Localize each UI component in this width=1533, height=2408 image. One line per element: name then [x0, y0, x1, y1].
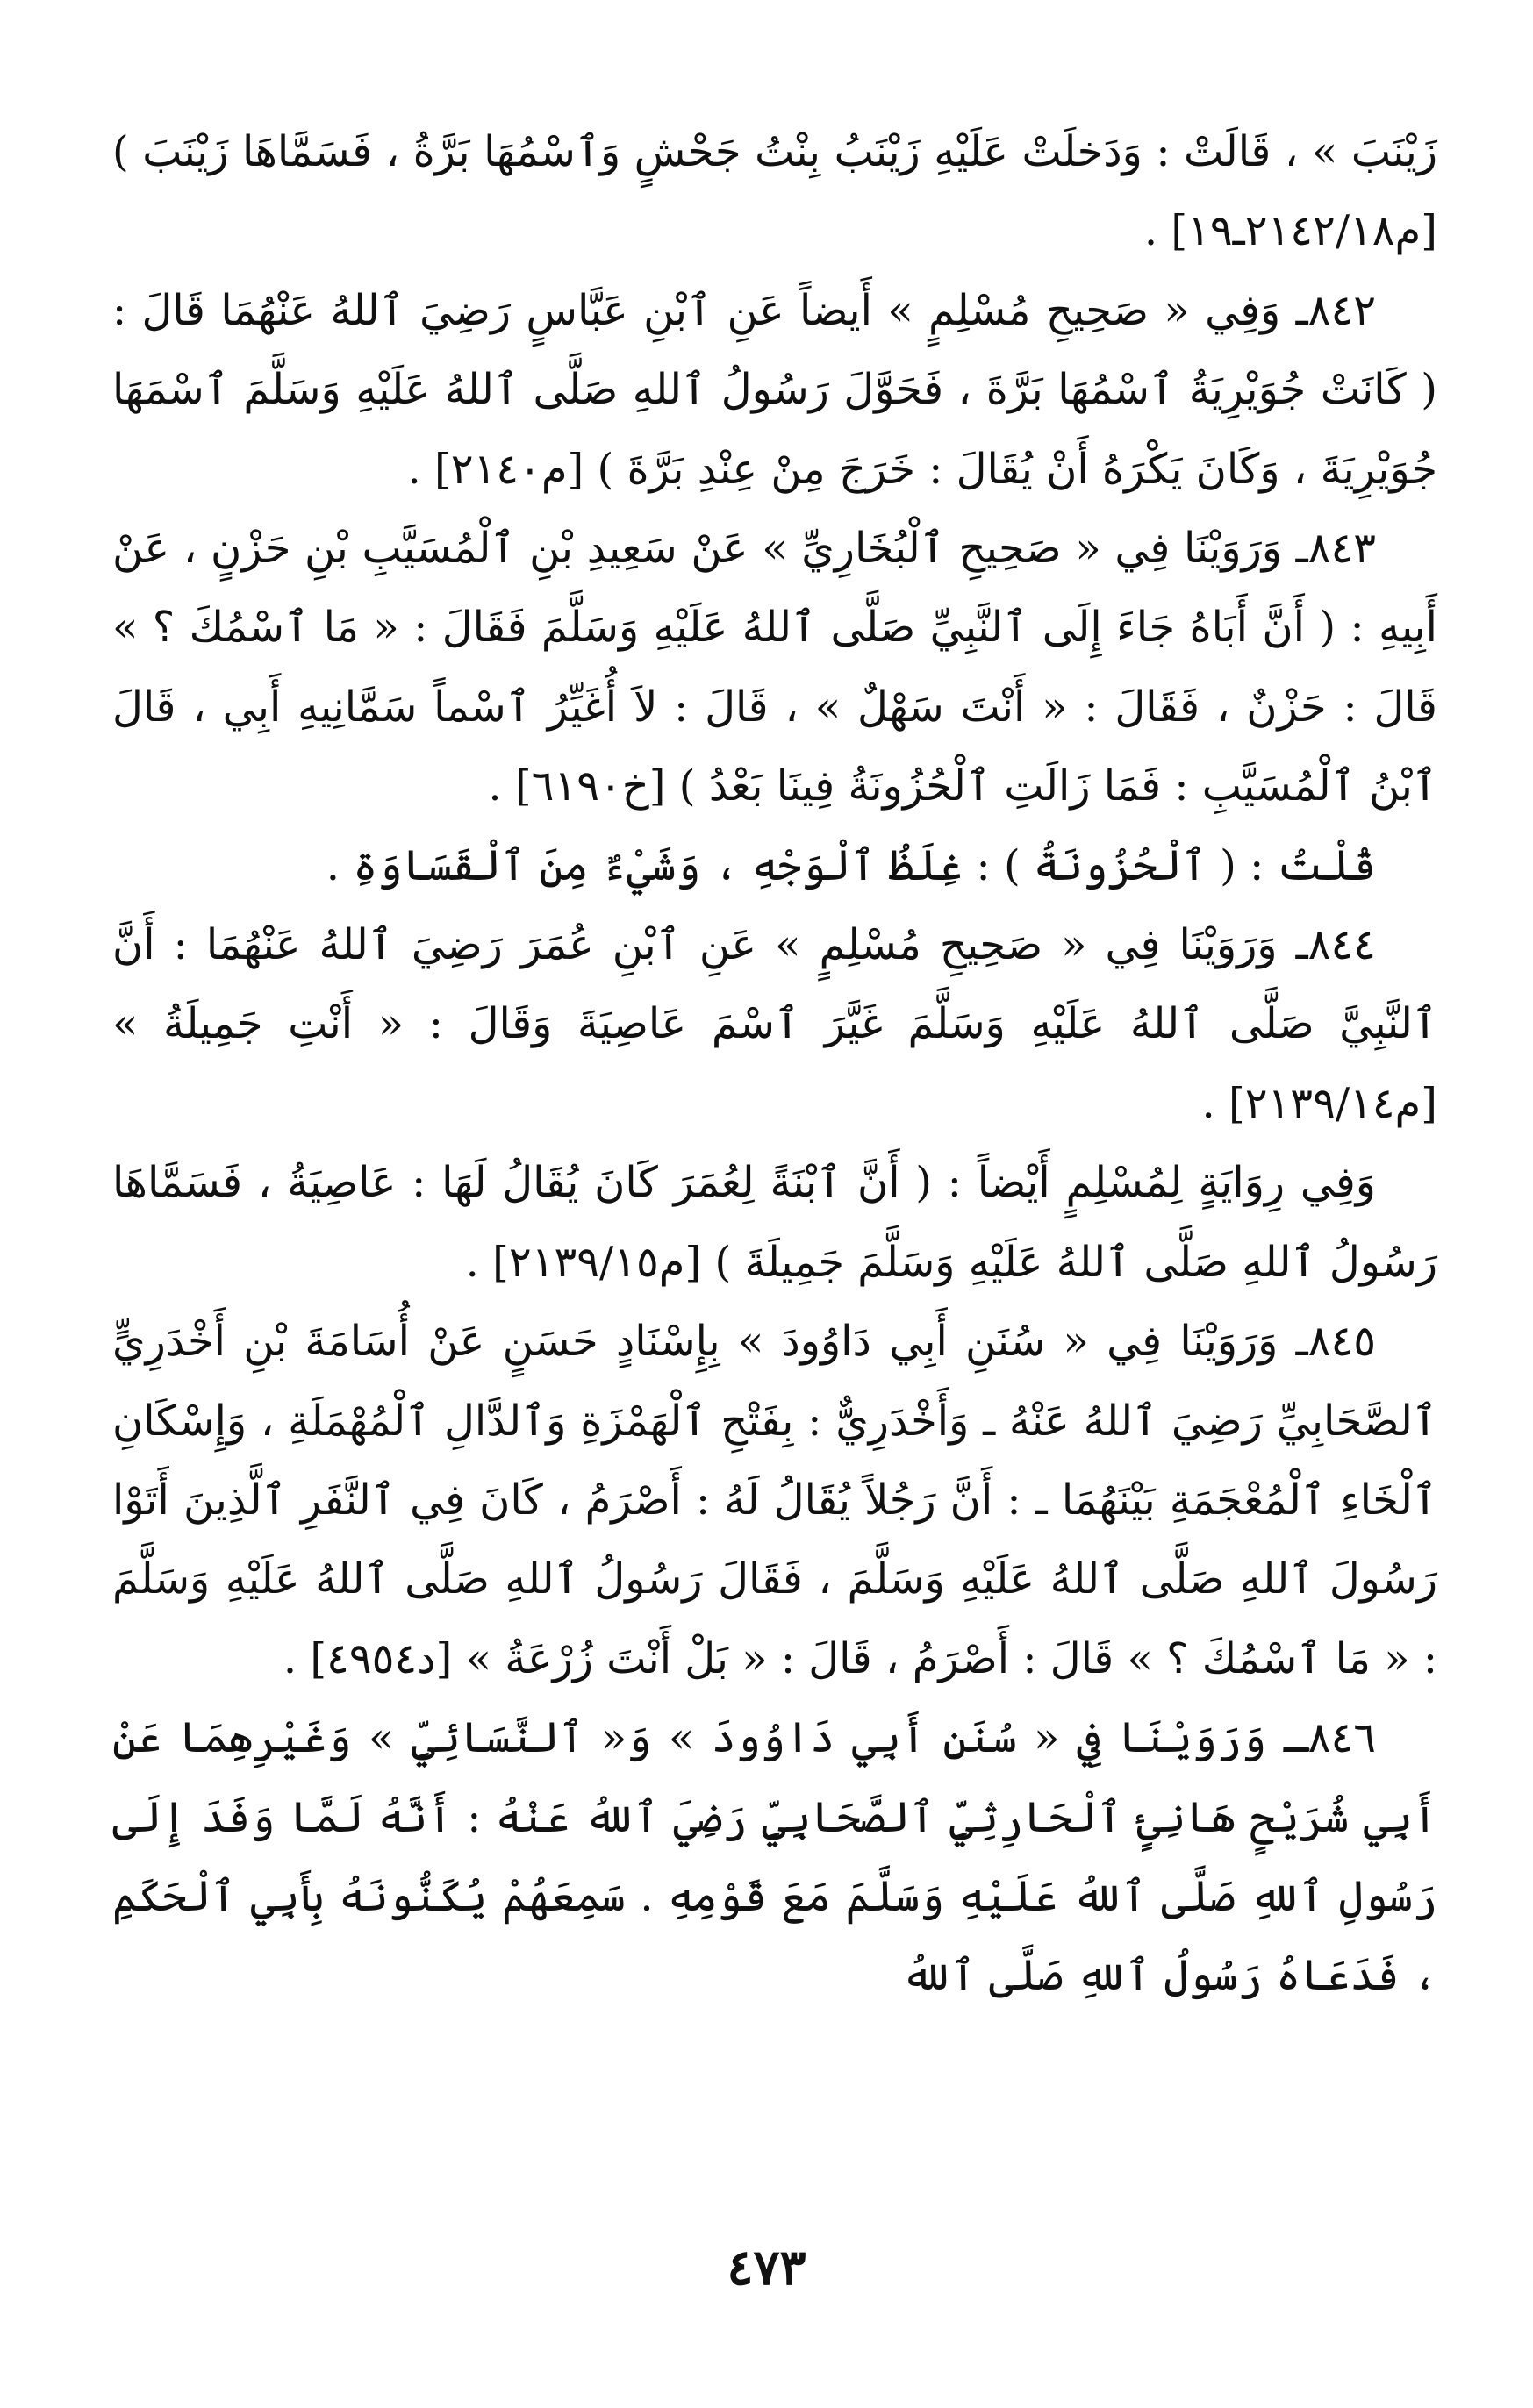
hadith-844: ٨٤٤ـ وَرَوَيْنَا فِي « صَحِيحِ مُسْلِمٍ » عَنِ ٱبْنِ عُمَرَ رَضِيَ ٱللهُ عَنْهُمَا : أَنَّ ٱلنَّبِيَّ صَلَّى ٱللهُ عَلَيْهِ وَسَلَّمَ غَيَّرَ ٱسْمَ عَاصِيَةَ وَقَالَ : « أَنْتِ جَمِيلَةُ » [م٢١٣٩/١٤] . — [112, 920, 1437, 1128]
hadith-842: ٨٤٢ـ وَفِي « صَحِيحِ مُسْلِمٍ » أَيضاً عَنِ ٱبْنِ عَبَّاسٍ رَضِيَ ٱللهُ عَنْهُمَا قَالَ : ( كَانَتْ جُوَيْرِيَةُ ٱسْمُهَا بَرَّةَ ، فَحَوَّلَ رَسُولُ ٱللهِ صَلَّى ٱللهُ عَلَيْهِ وَسَلَّمَ ٱسْمَهَا جُوَيْرِيَةَ ، وَكَانَ يَكْرَهُ أَنْ يُقَالَ : خَرَجَ مِنْ عِنْدِ بَرَّةَ ) [م٢١٤٠] . — [112, 285, 1438, 494]
hadith-844-variant: وَفِي رِوَايَةٍ لِمُسْلِمٍ أَيْضاً : ( أَنَّ ٱبْنَةً لِعُمَرَ كَانَ يُقَالُ لَهَا : عَاصِيَةُ ، فَسَمَّاهَا رَسُولُ ٱللهِ صَلَّى ٱللهُ عَلَيْهِ وَسَلَّمَ جَمِيلَةَ ) [م٢١٣٩/١٥] . — [112, 1158, 1437, 1287]
hadith-843: ٨٤٣ـ وَرَوَيْنَا فِي « صَحِيحِ ٱلْبُخَارِيِّ » عَنْ سَعِيدِ بْنِ ٱلْمُسَيَّبِ بْنِ حَزْنٍ ، عَنْ أَبِيهِ : ( أَنَّ أَبَاهُ جَاءَ إِلَى ٱلنَّبِيِّ صَلَّى ٱللهُ عَلَيْهِ وَسَلَّمَ فَقَالَ : « مَا ٱسْمُكَ ؟ » قَالَ : حَزْنٌ ، فَقَالَ : « أَنْتَ سَهْلٌ » ، قَالَ : لاَ أُغَيِّرُ ٱسْماً سَمَّانِيهِ أَبِي ، قَالَ ٱبْنُ ٱلْمُسَيَّبِ : فَمَا زَالَتِ ٱلْحُزُونَةُ فِينَا بَعْدُ ) [خ٦١٩٠] . — [112, 524, 1438, 811]
page-number: ٤٧٣ — [727, 2239, 806, 2297]
hadith-845: ٨٤٥ـ وَرَوَيْنَا فِي « سُنَنِ أَبِي دَاوُودَ » بِإِسْنَادٍ حَسَنٍ عَنْ أُسَامَةَ بْنِ أَخْدَرِيٍّ ٱلصَّحَابِيِّ رَضِيَ ٱللهُ عَنْهُ ـ وَأَخْدَرِيٌّ : بِفَتْحِ ٱلْهَمْزَةِ وَٱلدَّالِ ٱلْمُهْمَلَةِ ، وَإِسْكَانِ ٱلْخَاءِ ٱلْمُعْجَمَةِ بَيْنَهُمَا ـ : أَنَّ رَجُلاً يُقَالُ لَهُ : أَصْرَمُ ، كَانَ فِي ٱلنَّفَرِ ٱلَّذِينَ أَتَوْا رَسُولَ ٱللهِ صَلَّى ٱللهُ عَلَيْهِ وَسَلَّمَ ، فَقَالَ رَسُولُ ٱللهِ صَلَّى ٱللهُ عَلَيْهِ وَسَلَّمَ : « مَا ٱسْمُكَ ؟ » قَالَ : أَصْرَمُ ، قَالَ : « بَلْ أَنْتَ زُرْعَةُ » [د٤٩٥٤] . — [112, 1317, 1437, 1683]
commentary-note: قُلْتُ : ( ٱلْحُزُونَةُ ) : غِلَظُ ٱلْوَجْهِ ، وَشَيْءٌ مِنَ ٱلْقَسَاوَةِ . — [326, 840, 1376, 890]
paragraph-continuation: زَيْنَبَ » ، قَالَتْ : وَدَخلَتْ عَلَيْهِ زَيْنَبُ بِنْتُ جَحْشٍ وَٱسْمُهَا بَرَّةُ ، فَسَمَّاهَا زَيْنَبَ ) [م٢١٤٢/١٨ـ١٩] . — [112, 127, 1437, 256]
main-text — [112, 112, 1437, 2016]
hadith-846: ٨٤٦ـ وَرَوَيْنَا فِي « سُنَنِ أَبِي دَاوُودَ » وَ« ٱلنَّسَائِيِّ » وَغَيْرِهِمَا عَنْ أَبِي شُرَيْحٍ هَانِئٍ ٱلْحَارِثِيِّ ٱلصَّحَابِيِّ رَضِيَ ٱللهُ عَنْهُ : أَنَّهُ لَمَّا وَفَدَ إِلَى رَسُولِ ٱللهِ صَلَّى ٱللهُ عَلَيْهِ وَسَلَّمَ مَعَ قَوْمِهِ . سَمِعَهُمْ يُكَنُّونَهُ بِأَبِي ٱلْحَكَمِ ، فَدَعَاهُ رَسُولُ ٱللهِ صَلَّى ٱللهُ — [112, 1713, 1437, 2001]
